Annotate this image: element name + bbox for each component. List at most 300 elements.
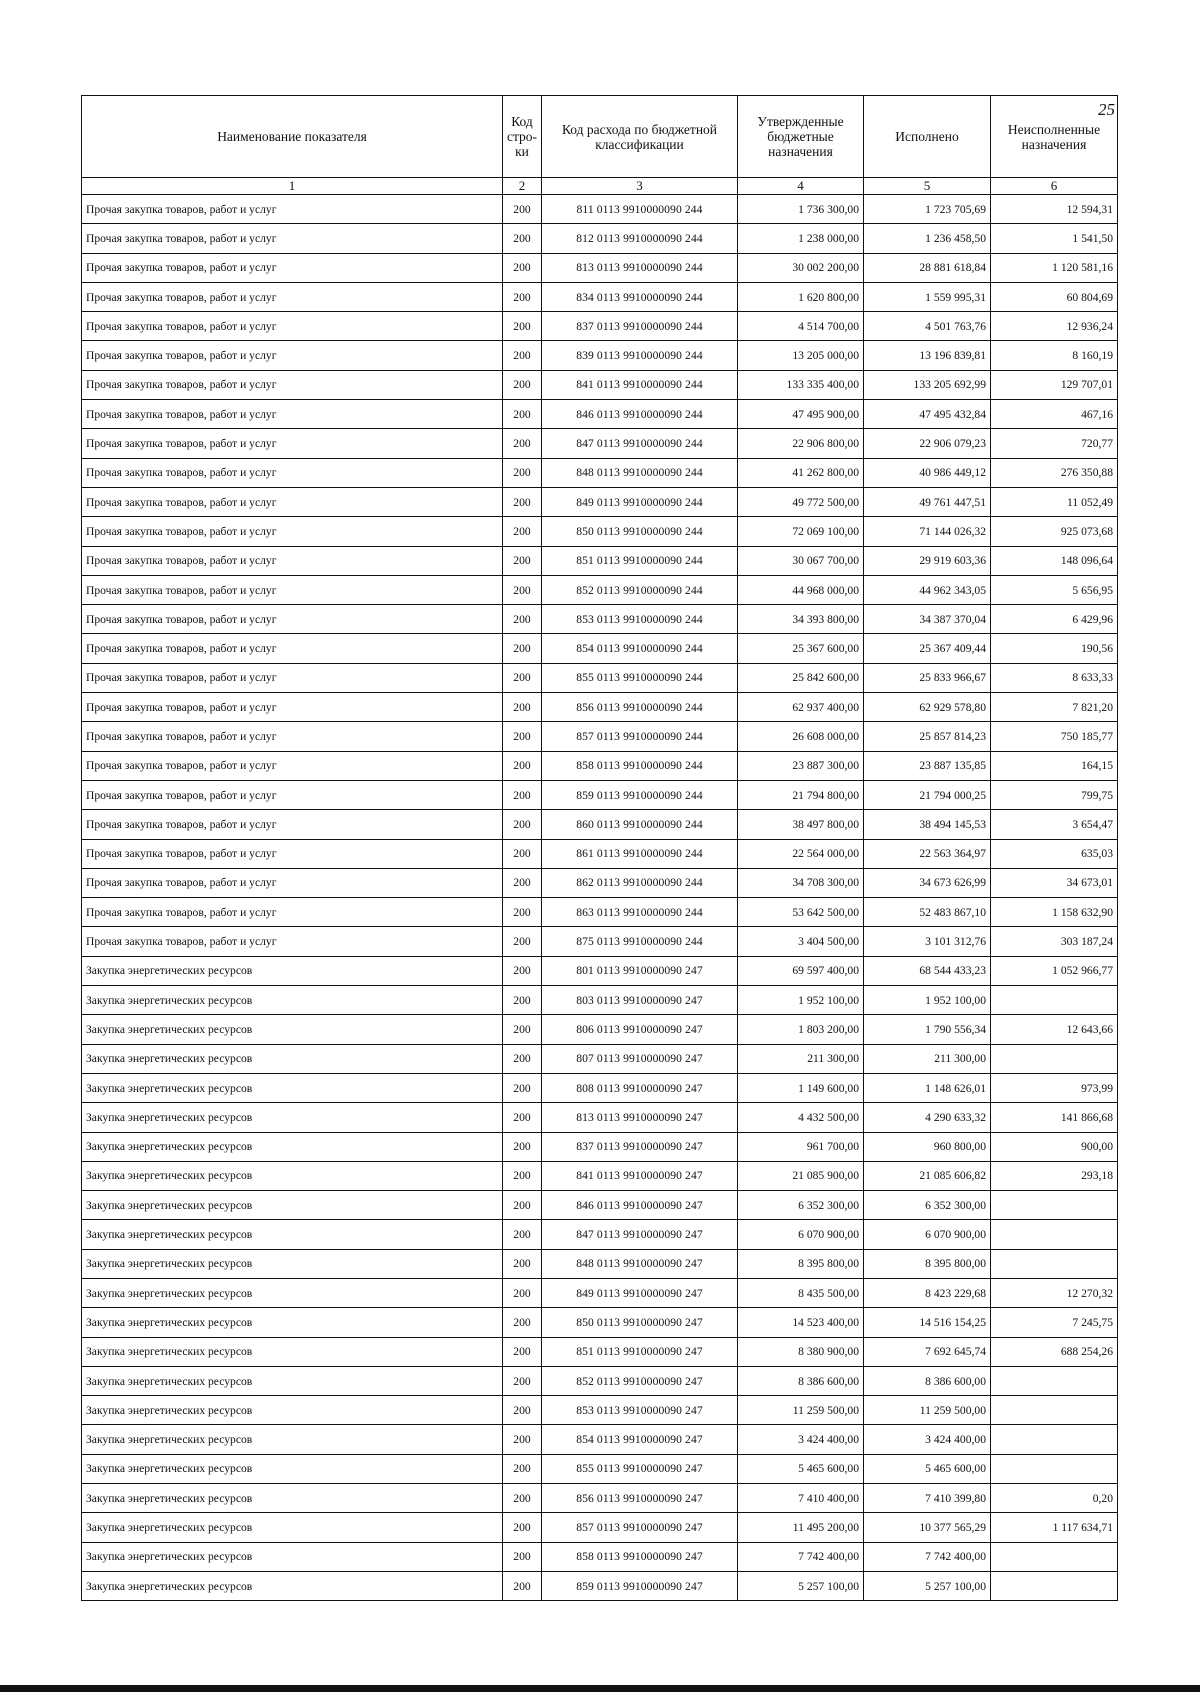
table-row (82, 1015, 1118, 1044)
row-name: Закупка энергетических ресурсов (82, 1191, 503, 1220)
row-unexecuted-amount: 141 866,68 (991, 1103, 1118, 1132)
row-unexecuted-amount: 900,00 (991, 1132, 1118, 1161)
row-executed-amount: 1 790 556,34 (864, 1015, 991, 1044)
row-unexecuted-amount: 635,03 (991, 839, 1118, 868)
row-executed-amount: 25 367 409,44 (864, 634, 991, 663)
table-row (82, 1044, 1118, 1073)
row-executed-amount: 8 395 800,00 (864, 1249, 991, 1278)
row-classification-code: 849 0113 9910000090 247 (542, 1278, 738, 1307)
row-line-code: 200 (503, 253, 542, 282)
header-indicator-name: Наименование показателя (82, 96, 503, 178)
row-classification-code: 853 0113 9910000090 244 (542, 605, 738, 634)
row-unexecuted-amount: 1 541,50 (991, 224, 1118, 253)
row-unexecuted-amount: 276 350,88 (991, 458, 1118, 487)
row-name: Закупка энергетических ресурсов (82, 956, 503, 985)
row-approved-amount: 133 335 400,00 (738, 370, 864, 399)
row-line-code: 200 (503, 780, 542, 809)
row-name: Прочая закупка товаров, работ и услуг (82, 634, 503, 663)
row-executed-amount: 4 290 633,32 (864, 1103, 991, 1132)
column-number: 2 (503, 178, 542, 195)
row-name: Прочая закупка товаров, работ и услуг (82, 429, 503, 458)
row-name: Закупка энергетических ресурсов (82, 1571, 503, 1600)
page-number: 25 (1098, 100, 1115, 119)
row-approved-amount: 30 067 700,00 (738, 546, 864, 575)
row-classification-code: 850 0113 9910000090 244 (542, 517, 738, 546)
row-line-code: 200 (503, 927, 542, 956)
row-executed-amount: 23 887 135,85 (864, 751, 991, 780)
row-unexecuted-amount: 129 707,01 (991, 370, 1118, 399)
row-classification-code: 862 0113 9910000090 244 (542, 868, 738, 897)
row-classification-code: 812 0113 9910000090 244 (542, 224, 738, 253)
row-unexecuted-amount: 7 245,75 (991, 1308, 1118, 1337)
row-line-code: 200 (503, 1132, 542, 1161)
row-classification-code: 857 0113 9910000090 247 (542, 1513, 738, 1542)
row-name: Прочая закупка товаров, работ и услуг (82, 195, 503, 224)
row-name: Прочая закупка товаров, работ и услуг (82, 312, 503, 341)
row-approved-amount: 211 300,00 (738, 1044, 864, 1073)
row-line-code: 200 (503, 810, 542, 839)
row-executed-amount: 47 495 432,84 (864, 400, 991, 429)
table-row (82, 868, 1118, 897)
row-name: Прочая закупка товаров, работ и услуг (82, 693, 503, 722)
row-approved-amount: 26 608 000,00 (738, 722, 864, 751)
table-row (82, 224, 1118, 253)
table-row (82, 575, 1118, 604)
row-classification-code: 837 0113 9910000090 247 (542, 1132, 738, 1161)
row-executed-amount: 1 952 100,00 (864, 986, 991, 1015)
row-classification-code: 859 0113 9910000090 247 (542, 1571, 738, 1600)
scan-edge-bar (0, 1685, 1200, 1692)
row-unexecuted-amount: 1 052 966,77 (991, 956, 1118, 985)
row-name: Закупка энергетических ресурсов (82, 1161, 503, 1190)
row-classification-code: 839 0113 9910000090 244 (542, 341, 738, 370)
header-approved: Утвержденные бюджетные назначения (738, 96, 864, 178)
row-line-code: 200 (503, 1249, 542, 1278)
table-row (82, 927, 1118, 956)
row-classification-code: 807 0113 9910000090 247 (542, 1044, 738, 1073)
row-executed-amount: 1 148 626,01 (864, 1073, 991, 1102)
row-name: Закупка энергетических ресурсов (82, 1337, 503, 1366)
table-row (82, 898, 1118, 927)
row-approved-amount: 1 952 100,00 (738, 986, 864, 1015)
row-line-code: 200 (503, 487, 542, 516)
row-line-code: 200 (503, 370, 542, 399)
row-approved-amount: 1 803 200,00 (738, 1015, 864, 1044)
row-name: Прочая закупка товаров, работ и услуг (82, 605, 503, 634)
row-executed-amount: 25 857 814,23 (864, 722, 991, 751)
row-line-code: 200 (503, 1044, 542, 1073)
row-line-code: 200 (503, 634, 542, 663)
table-row (82, 1103, 1118, 1132)
row-approved-amount: 25 367 600,00 (738, 634, 864, 663)
row-line-code: 200 (503, 546, 542, 575)
row-executed-amount: 21 085 606,82 (864, 1161, 991, 1190)
row-approved-amount: 41 262 800,00 (738, 458, 864, 487)
row-classification-code: 841 0113 9910000090 247 (542, 1161, 738, 1190)
row-unexecuted-amount (991, 1220, 1118, 1249)
row-approved-amount: 72 069 100,00 (738, 517, 864, 546)
table-row (82, 1396, 1118, 1425)
table-row (82, 1308, 1118, 1337)
row-line-code: 200 (503, 839, 542, 868)
row-unexecuted-amount: 688 254,26 (991, 1337, 1118, 1366)
row-executed-amount: 4 501 763,76 (864, 312, 991, 341)
row-executed-amount: 7 410 399,80 (864, 1484, 991, 1513)
row-name: Закупка энергетических ресурсов (82, 1396, 503, 1425)
row-executed-amount: 960 800,00 (864, 1132, 991, 1161)
row-executed-amount: 52 483 867,10 (864, 898, 991, 927)
table-row (82, 370, 1118, 399)
row-name: Прочая закупка товаров, работ и услуг (82, 839, 503, 868)
row-approved-amount: 22 564 000,00 (738, 839, 864, 868)
row-name: Закупка энергетических ресурсов (82, 1513, 503, 1542)
row-executed-amount: 34 673 626,99 (864, 868, 991, 897)
row-executed-amount: 38 494 145,53 (864, 810, 991, 839)
row-classification-code: 801 0113 9910000090 247 (542, 956, 738, 985)
row-unexecuted-amount (991, 1542, 1118, 1571)
row-approved-amount: 38 497 800,00 (738, 810, 864, 839)
row-approved-amount: 1 238 000,00 (738, 224, 864, 253)
row-approved-amount: 8 386 600,00 (738, 1366, 864, 1395)
row-line-code: 200 (503, 722, 542, 751)
column-number: 4 (738, 178, 864, 195)
row-name: Прочая закупка товаров, работ и услуг (82, 517, 503, 546)
row-name: Закупка энергетических ресурсов (82, 1425, 503, 1454)
row-line-code: 200 (503, 312, 542, 341)
row-executed-amount: 6 070 900,00 (864, 1220, 991, 1249)
row-executed-amount: 22 906 079,23 (864, 429, 991, 458)
row-approved-amount: 1 149 600,00 (738, 1073, 864, 1102)
row-classification-code: 846 0113 9910000090 247 (542, 1191, 738, 1220)
row-unexecuted-amount: 190,56 (991, 634, 1118, 663)
row-unexecuted-amount: 303 187,24 (991, 927, 1118, 956)
row-name: Прочая закупка товаров, работ и услуг (82, 458, 503, 487)
row-classification-code: 857 0113 9910000090 244 (542, 722, 738, 751)
row-approved-amount: 3 404 500,00 (738, 927, 864, 956)
row-unexecuted-amount: 3 654,47 (991, 810, 1118, 839)
row-approved-amount: 5 257 100,00 (738, 1571, 864, 1600)
row-name: Прочая закупка товаров, работ и услуг (82, 927, 503, 956)
row-line-code: 200 (503, 1337, 542, 1366)
header-row (82, 96, 1118, 178)
row-approved-amount: 1 620 800,00 (738, 282, 864, 311)
row-name: Закупка энергетических ресурсов (82, 1073, 503, 1102)
row-unexecuted-amount: 164,15 (991, 751, 1118, 780)
row-approved-amount: 23 887 300,00 (738, 751, 864, 780)
row-unexecuted-amount: 6 429,96 (991, 605, 1118, 634)
row-line-code: 200 (503, 1454, 542, 1483)
row-name: Прочая закупка товаров, работ и услуг (82, 282, 503, 311)
row-name: Закупка энергетических ресурсов (82, 1366, 503, 1395)
row-executed-amount: 6 352 300,00 (864, 1191, 991, 1220)
row-unexecuted-amount (991, 1571, 1118, 1600)
row-classification-code: 851 0113 9910000090 247 (542, 1337, 738, 1366)
row-line-code: 200 (503, 986, 542, 1015)
row-approved-amount: 11 495 200,00 (738, 1513, 864, 1542)
row-classification-code: 861 0113 9910000090 244 (542, 839, 738, 868)
row-classification-code: 846 0113 9910000090 244 (542, 400, 738, 429)
table-row (82, 429, 1118, 458)
row-name: Закупка энергетических ресурсов (82, 1015, 503, 1044)
header-line-code: Код стро-ки (503, 96, 542, 178)
row-line-code: 200 (503, 1571, 542, 1600)
row-unexecuted-amount: 11 052,49 (991, 487, 1118, 516)
row-executed-amount: 14 516 154,25 (864, 1308, 991, 1337)
row-unexecuted-amount: 750 185,77 (991, 722, 1118, 751)
row-classification-code: 837 0113 9910000090 244 (542, 312, 738, 341)
row-approved-amount: 21 085 900,00 (738, 1161, 864, 1190)
table-row (82, 253, 1118, 282)
row-approved-amount: 5 465 600,00 (738, 1454, 864, 1483)
table-row (82, 1366, 1118, 1395)
table-row (82, 312, 1118, 341)
header-unexecuted: Неисполненные назначения (991, 96, 1118, 178)
row-approved-amount: 4 514 700,00 (738, 312, 864, 341)
row-line-code: 200 (503, 517, 542, 546)
row-unexecuted-amount (991, 1396, 1118, 1425)
row-approved-amount: 8 380 900,00 (738, 1337, 864, 1366)
row-name: Закупка энергетических ресурсов (82, 986, 503, 1015)
row-executed-amount: 11 259 500,00 (864, 1396, 991, 1425)
row-name: Прочая закупка товаров, работ и услуг (82, 370, 503, 399)
row-name: Прочая закупка товаров, работ и услуг (82, 341, 503, 370)
row-classification-code: 875 0113 9910000090 244 (542, 927, 738, 956)
row-unexecuted-amount (991, 1454, 1118, 1483)
row-line-code: 200 (503, 195, 542, 224)
row-classification-code: 854 0113 9910000090 247 (542, 1425, 738, 1454)
row-classification-code: 855 0113 9910000090 247 (542, 1454, 738, 1483)
row-unexecuted-amount: 293,18 (991, 1161, 1118, 1190)
row-approved-amount: 7 410 400,00 (738, 1484, 864, 1513)
row-approved-amount: 1 736 300,00 (738, 195, 864, 224)
row-name: Прочая закупка товаров, работ и услуг (82, 224, 503, 253)
row-line-code: 200 (503, 1015, 542, 1044)
row-executed-amount: 71 144 026,32 (864, 517, 991, 546)
row-name: Закупка энергетических ресурсов (82, 1220, 503, 1249)
table-row (82, 751, 1118, 780)
row-approved-amount: 49 772 500,00 (738, 487, 864, 516)
row-name: Прочая закупка товаров, работ и услуг (82, 898, 503, 927)
row-line-code: 200 (503, 1542, 542, 1571)
row-approved-amount: 34 393 800,00 (738, 605, 864, 634)
row-approved-amount: 4 432 500,00 (738, 1103, 864, 1132)
table-row (82, 1542, 1118, 1571)
row-approved-amount: 13 205 000,00 (738, 341, 864, 370)
table-row (82, 722, 1118, 751)
row-line-code: 200 (503, 605, 542, 634)
row-name: Закупка энергетических ресурсов (82, 1278, 503, 1307)
row-classification-code: 854 0113 9910000090 244 (542, 634, 738, 663)
row-approved-amount: 62 937 400,00 (738, 693, 864, 722)
row-name: Закупка энергетических ресурсов (82, 1132, 503, 1161)
row-line-code: 200 (503, 751, 542, 780)
row-line-code: 200 (503, 1191, 542, 1220)
row-approved-amount: 6 070 900,00 (738, 1220, 864, 1249)
table-row (82, 634, 1118, 663)
row-classification-code: 847 0113 9910000090 247 (542, 1220, 738, 1249)
row-unexecuted-amount: 1 117 634,71 (991, 1513, 1118, 1542)
row-classification-code: 808 0113 9910000090 247 (542, 1073, 738, 1102)
row-line-code: 200 (503, 1161, 542, 1190)
row-executed-amount: 1 559 995,31 (864, 282, 991, 311)
table-row (82, 663, 1118, 692)
column-number: 6 (991, 178, 1118, 195)
row-executed-amount: 44 962 343,05 (864, 575, 991, 604)
table-row (82, 605, 1118, 634)
table-row (82, 1484, 1118, 1513)
row-unexecuted-amount: 720,77 (991, 429, 1118, 458)
table-row (82, 810, 1118, 839)
row-approved-amount: 34 708 300,00 (738, 868, 864, 897)
row-executed-amount: 21 794 000,25 (864, 780, 991, 809)
row-unexecuted-amount: 1 158 632,90 (991, 898, 1118, 927)
table-body (82, 195, 1118, 1601)
row-approved-amount: 8 435 500,00 (738, 1278, 864, 1307)
table-row (82, 956, 1118, 985)
row-unexecuted-amount: 7 821,20 (991, 693, 1118, 722)
table-row (82, 458, 1118, 487)
row-unexecuted-amount: 0,20 (991, 1484, 1118, 1513)
row-classification-code: 848 0113 9910000090 244 (542, 458, 738, 487)
row-approved-amount: 3 424 400,00 (738, 1425, 864, 1454)
row-name: Закупка энергетических ресурсов (82, 1484, 503, 1513)
row-name: Прочая закупка товаров, работ и услуг (82, 722, 503, 751)
row-unexecuted-amount (991, 986, 1118, 1015)
table-row (82, 839, 1118, 868)
row-classification-code: 852 0113 9910000090 247 (542, 1366, 738, 1395)
row-line-code: 200 (503, 282, 542, 311)
row-line-code: 200 (503, 575, 542, 604)
header-budget-classification: Код расхода по бюджетной классификации (542, 96, 738, 178)
row-line-code: 200 (503, 429, 542, 458)
header-executed: Исполнено (864, 96, 991, 178)
row-name: Прочая закупка товаров, работ и услуг (82, 487, 503, 516)
row-name: Прочая закупка товаров, работ и услуг (82, 253, 503, 282)
table-row (82, 282, 1118, 311)
column-number-row (82, 178, 1118, 195)
row-unexecuted-amount: 925 073,68 (991, 517, 1118, 546)
row-unexecuted-amount: 148 096,64 (991, 546, 1118, 575)
column-number: 1 (82, 178, 503, 195)
row-classification-code: 859 0113 9910000090 244 (542, 780, 738, 809)
row-classification-code: 806 0113 9910000090 247 (542, 1015, 738, 1044)
table-row (82, 1132, 1118, 1161)
row-approved-amount: 21 794 800,00 (738, 780, 864, 809)
row-executed-amount: 28 881 618,84 (864, 253, 991, 282)
table-row (82, 1337, 1118, 1366)
row-unexecuted-amount: 1 120 581,16 (991, 253, 1118, 282)
row-line-code: 200 (503, 1308, 542, 1337)
row-name: Закупка энергетических ресурсов (82, 1542, 503, 1571)
row-approved-amount: 53 642 500,00 (738, 898, 864, 927)
table-row (82, 780, 1118, 809)
row-executed-amount: 5 465 600,00 (864, 1454, 991, 1483)
row-line-code: 200 (503, 1103, 542, 1132)
row-executed-amount: 25 833 966,67 (864, 663, 991, 692)
table-row (82, 1571, 1118, 1600)
row-line-code: 200 (503, 341, 542, 370)
table-row (82, 1278, 1118, 1307)
row-unexecuted-amount: 12 936,24 (991, 312, 1118, 341)
row-classification-code: 855 0113 9910000090 244 (542, 663, 738, 692)
row-classification-code: 811 0113 9910000090 244 (542, 195, 738, 224)
row-classification-code: 853 0113 9910000090 247 (542, 1396, 738, 1425)
row-unexecuted-amount (991, 1249, 1118, 1278)
row-unexecuted-amount (991, 1425, 1118, 1454)
row-name: Прочая закупка товаров, работ и услуг (82, 868, 503, 897)
row-unexecuted-amount (991, 1191, 1118, 1220)
row-unexecuted-amount (991, 1366, 1118, 1395)
row-unexecuted-amount: 12 594,31 (991, 195, 1118, 224)
row-line-code: 200 (503, 956, 542, 985)
table-row (82, 1220, 1118, 1249)
row-executed-amount: 8 423 229,68 (864, 1278, 991, 1307)
row-classification-code: 803 0113 9910000090 247 (542, 986, 738, 1015)
row-classification-code: 813 0113 9910000090 247 (542, 1103, 738, 1132)
table-row (82, 487, 1118, 516)
table-row (82, 400, 1118, 429)
row-classification-code: 863 0113 9910000090 244 (542, 898, 738, 927)
row-name: Прочая закупка товаров, работ и услуг (82, 751, 503, 780)
row-classification-code: 848 0113 9910000090 247 (542, 1249, 738, 1278)
row-line-code: 200 (503, 224, 542, 253)
column-number: 3 (542, 178, 738, 195)
row-name: Прочая закупка товаров, работ и услуг (82, 575, 503, 604)
table-row (82, 195, 1118, 224)
row-line-code: 200 (503, 1366, 542, 1395)
row-classification-code: 849 0113 9910000090 244 (542, 487, 738, 516)
row-approved-amount: 69 597 400,00 (738, 956, 864, 985)
row-approved-amount: 6 352 300,00 (738, 1191, 864, 1220)
row-name: Прочая закупка товаров, работ и услуг (82, 400, 503, 429)
row-classification-code: 856 0113 9910000090 247 (542, 1484, 738, 1513)
row-line-code: 200 (503, 663, 542, 692)
row-approved-amount: 11 259 500,00 (738, 1396, 864, 1425)
row-classification-code: 851 0113 9910000090 244 (542, 546, 738, 575)
row-classification-code: 856 0113 9910000090 244 (542, 693, 738, 722)
row-executed-amount: 3 101 312,76 (864, 927, 991, 956)
row-executed-amount: 10 377 565,29 (864, 1513, 991, 1542)
column-number: 5 (864, 178, 991, 195)
row-classification-code: 852 0113 9910000090 244 (542, 575, 738, 604)
row-executed-amount: 1 723 705,69 (864, 195, 991, 224)
row-executed-amount: 49 761 447,51 (864, 487, 991, 516)
row-unexecuted-amount: 12 643,66 (991, 1015, 1118, 1044)
table-row (82, 986, 1118, 1015)
row-line-code: 200 (503, 1220, 542, 1249)
table-row (82, 1454, 1118, 1483)
row-line-code: 200 (503, 1425, 542, 1454)
row-unexecuted-amount: 34 673,01 (991, 868, 1118, 897)
row-line-code: 200 (503, 1513, 542, 1542)
row-name: Закупка энергетических ресурсов (82, 1249, 503, 1278)
row-unexecuted-amount: 12 270,32 (991, 1278, 1118, 1307)
row-line-code: 200 (503, 693, 542, 722)
row-line-code: 200 (503, 898, 542, 927)
row-executed-amount: 3 424 400,00 (864, 1425, 991, 1454)
row-name: Прочая закупка товаров, работ и услуг (82, 780, 503, 809)
row-unexecuted-amount: 467,16 (991, 400, 1118, 429)
row-executed-amount: 7 692 645,74 (864, 1337, 991, 1366)
row-line-code: 200 (503, 400, 542, 429)
row-line-code: 200 (503, 1484, 542, 1513)
table-row (82, 1249, 1118, 1278)
row-executed-amount: 211 300,00 (864, 1044, 991, 1073)
row-approved-amount: 14 523 400,00 (738, 1308, 864, 1337)
row-name: Закупка энергетических ресурсов (82, 1103, 503, 1132)
row-unexecuted-amount: 8 160,19 (991, 341, 1118, 370)
row-executed-amount: 22 563 364,97 (864, 839, 991, 868)
